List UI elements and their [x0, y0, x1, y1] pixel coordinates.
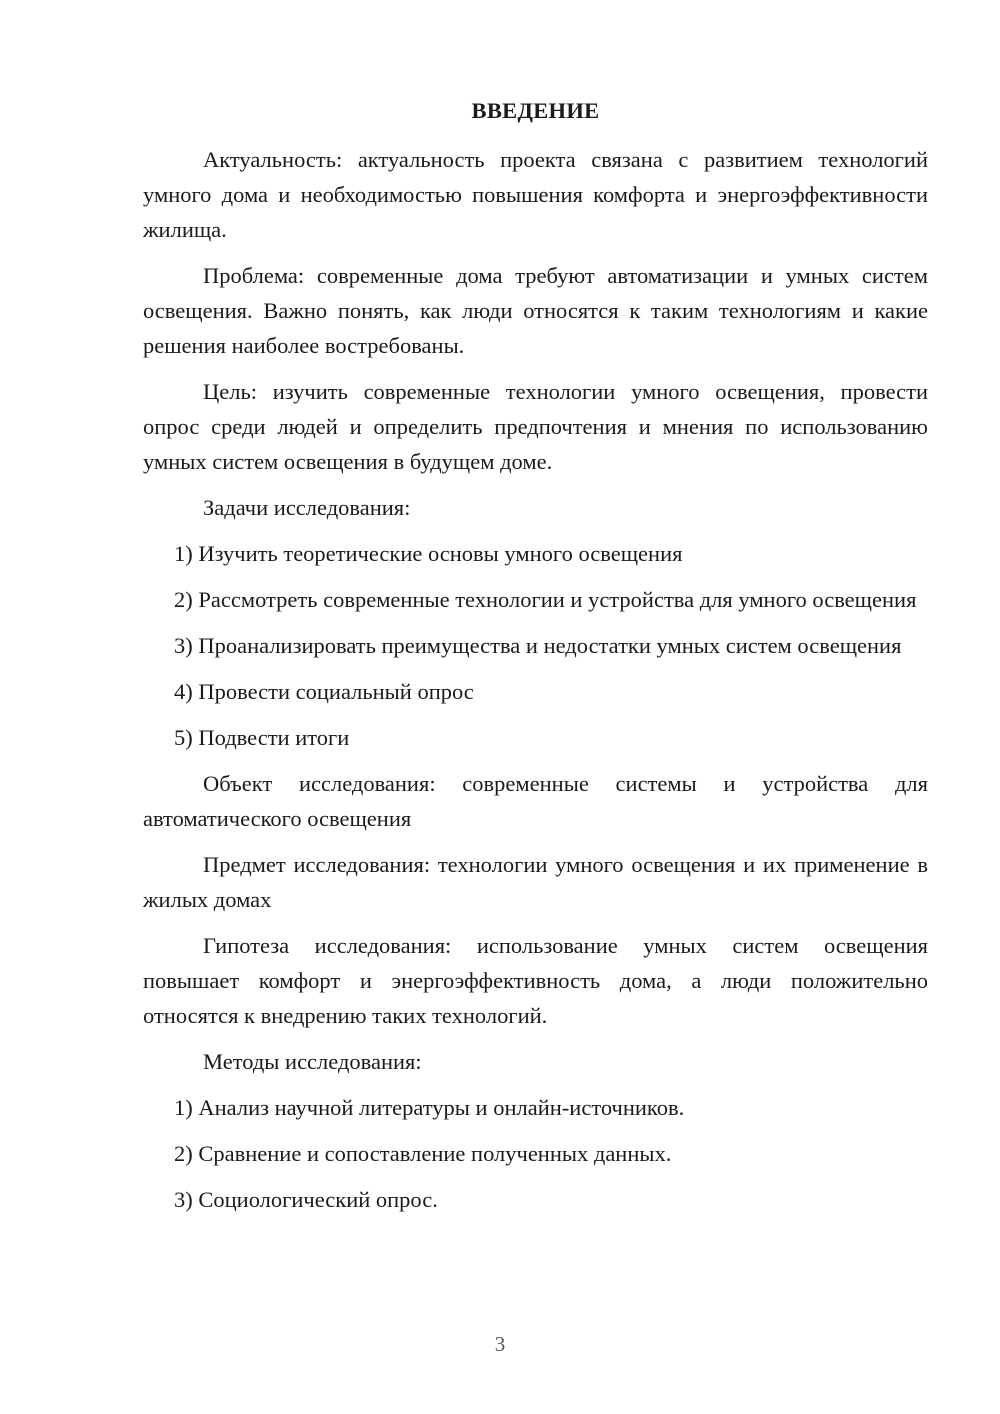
list-item-task-2: 2) Рассмотреть современные технологии и устройства для умного освещения: [174, 587, 917, 612]
list-item-method-3: 3) Социологический опрос.: [174, 1187, 438, 1212]
paragraph-tasks-heading: Задачи исследования:: [203, 495, 411, 520]
paragraph-object: Объект исследования: современные системы и устройства для автоматического освещения: [143, 771, 928, 831]
paragraph-relevance: Актуальность: актуальность проекта связана с развитием технологий умного дома и необходимостью повышения комфорта и энергоэффективности жилища.: [143, 147, 928, 242]
list-item-method-1: 1) Анализ научной литературы и онлайн-источников.: [174, 1095, 685, 1120]
paragraph-subject: Предмет исследования: технологии умного освещения и их применение в жилых домах: [143, 852, 928, 912]
page-number: 3: [494, 1332, 506, 1356]
paragraph-problem: Проблема: современные дома требуют автоматизации и умных систем освещения. Важно понять, как люди относятся к таким технологиям и какие решения наиболее востребованы.: [143, 263, 928, 358]
list-item-method-2: 2) Сравнение и сопоставление полученных данных.: [174, 1141, 672, 1166]
list-item-task-4: 4) Провести социальный опрос: [174, 679, 474, 704]
paragraph-goal: Цель: изучить современные технологии умного освещения, провести опрос среди людей и определить предпочтения и мнения по использованию умных систем освещения в будущем доме.: [143, 379, 928, 474]
page-content: [143, 96, 928, 1228]
list-item-task-1: 1) Изучить теоретические основы умного освещения: [174, 541, 683, 566]
section-title: ВВЕДЕНИЕ: [471, 98, 600, 123]
paragraph-hypothesis: Гипотеза исследования: использование умных систем освещения повышает комфорт и энергоэффективность дома, а люди положительно относятся к внедрению таких технологий.: [143, 933, 928, 1028]
paragraph-methods-heading: Методы исследования:: [203, 1049, 422, 1074]
list-item-task-5: 5) Подвести итоги: [174, 725, 350, 750]
list-item-task-3: 3) Проанализировать преимущества и недостатки умных систем освещения: [174, 633, 902, 658]
